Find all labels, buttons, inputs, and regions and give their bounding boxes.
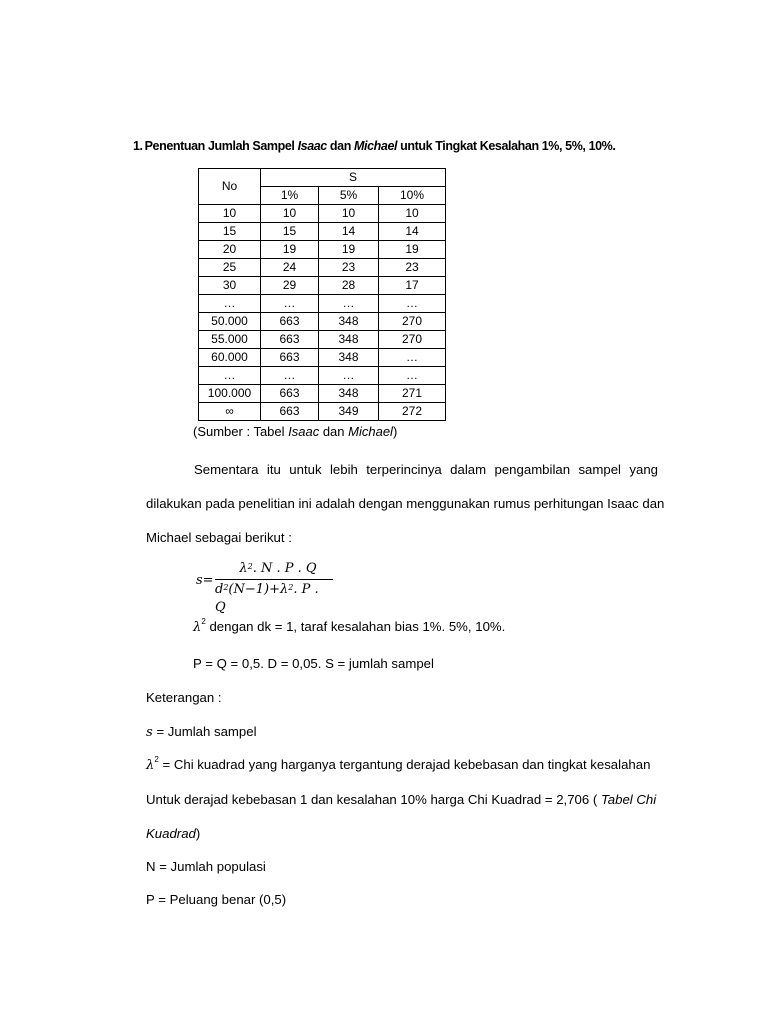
n-definition: N = Jumlah populasi xyxy=(146,859,266,874)
heading-text-b: dan xyxy=(326,139,355,153)
table-cell: 14 xyxy=(319,223,379,241)
subheader-1: 1% xyxy=(261,187,319,205)
paragraph-line-3: Michael sebagai berikut : xyxy=(146,530,292,545)
table-row xyxy=(199,403,446,421)
table-cell: 270 xyxy=(379,313,446,331)
lambda-line xyxy=(193,619,505,635)
table-cell: 663 xyxy=(261,385,319,403)
paragraph-line-2: dilakukan pada penelitian ini adalah dengan menggunakan rumus perhitungan Isaac dan xyxy=(146,496,665,511)
table-row xyxy=(199,349,446,367)
paragraph-line-1: Sementara itu untuk lebih terperincinya dalam pengambilan sampel yang xyxy=(194,462,658,477)
table-cell: 663 xyxy=(261,403,319,421)
derajad-line-1 xyxy=(146,792,656,807)
chi-symbol: λ xyxy=(146,758,155,773)
keterangan-label: Keterangan : xyxy=(146,690,222,705)
table-body xyxy=(199,205,446,421)
table-cell: … xyxy=(379,367,446,385)
table-cell: 24 xyxy=(261,259,319,277)
source-text-c: ) xyxy=(392,424,398,439)
table-cell: … xyxy=(199,367,261,385)
table-cell: … xyxy=(379,349,446,367)
s-definition xyxy=(146,724,257,740)
table-row xyxy=(199,331,446,349)
table-row xyxy=(199,205,446,223)
heading-isaac: Isaac xyxy=(297,139,327,153)
table-cell: 19 xyxy=(261,241,319,259)
source-text-b: dan xyxy=(319,424,349,439)
lambda-text: dengan dk = 1, taraf kesalahan bias 1%. 5%, 10%. xyxy=(205,619,506,634)
table-cell: 29 xyxy=(261,277,319,295)
subheader-5: 5% xyxy=(319,187,379,205)
heading-text-a: Penentuan Jumlah Sampel xyxy=(144,139,298,153)
chi-definition xyxy=(146,757,650,773)
table-cell: 10 xyxy=(319,205,379,223)
table-cell: 271 xyxy=(379,385,446,403)
table-cell: 28 xyxy=(319,277,379,295)
formula-numerator xyxy=(215,560,333,578)
formula-num-rest: . N . P . Q xyxy=(252,561,317,576)
table-cell: 50.000 xyxy=(199,313,261,331)
table-cell: 15 xyxy=(199,223,261,241)
heading-michael: Michael xyxy=(354,139,398,153)
table-cell: 14 xyxy=(379,223,446,241)
formula-den-exp-1: 2 xyxy=(223,583,229,592)
table-cell: 10 xyxy=(379,205,446,223)
table-cell: 60.000 xyxy=(199,349,261,367)
table-cell: … xyxy=(319,367,379,385)
formula-fraction xyxy=(215,560,333,615)
table-cell: … xyxy=(261,367,319,385)
table-cell: 23 xyxy=(379,259,446,277)
paragraph-intro xyxy=(146,461,658,479)
derajad-text: Untuk derajad kebebasan 1 dan kesalahan 10% harga Chi Kuadrad = 2,706 ( xyxy=(146,792,601,807)
table-cell: 348 xyxy=(319,385,379,403)
table-cell: 17 xyxy=(379,277,446,295)
formula-num-lambda: λ xyxy=(239,561,248,576)
heading-text-c: untuk Tingkat Kesalahan 1%, 5%, 10%. xyxy=(397,139,616,153)
table-cell: 270 xyxy=(379,331,446,349)
pq-line: P = Q = 0,5. D = 0,05. S = jumlah sampel xyxy=(193,656,434,671)
derajad-line-2 xyxy=(146,826,200,841)
table-cell: 19 xyxy=(319,241,379,259)
table-row xyxy=(199,313,446,331)
table-cell: 55.000 xyxy=(199,331,261,349)
p-definition: P = Peluang benar (0,5) xyxy=(146,892,287,907)
table-row xyxy=(199,367,446,385)
table-row xyxy=(199,385,446,403)
table-row xyxy=(199,259,446,277)
table-cell: 15 xyxy=(261,223,319,241)
header-s: S xyxy=(261,169,446,187)
source-isaac: Isaac xyxy=(288,424,320,439)
formula-denominator xyxy=(215,581,333,615)
table-cell: 100.000 xyxy=(199,385,261,403)
table-cell: 663 xyxy=(261,349,319,367)
lambda-symbol: λ xyxy=(193,620,202,635)
table-cell: … xyxy=(199,295,261,313)
formula-num-exp: 2 xyxy=(247,562,253,571)
derajad-end: ) xyxy=(195,826,201,841)
s-text: = Jumlah sampel xyxy=(152,724,257,739)
table-cell: 348 xyxy=(319,313,379,331)
formula-den-exp-2: 2 xyxy=(288,583,294,592)
table-cell: 272 xyxy=(379,403,446,421)
chi-text: = Chi kuadrad yang harganya tergantung derajad kebebasan dan tingkat kesalahan xyxy=(158,757,651,772)
s-symbol: s xyxy=(146,725,153,740)
table-cell: … xyxy=(261,295,319,313)
source-michael: Michael xyxy=(348,424,393,439)
header-no: No xyxy=(199,169,261,205)
table-cell: 23 xyxy=(319,259,379,277)
table-source xyxy=(193,424,397,439)
table-row xyxy=(199,241,446,259)
formula-den-end: . P . Q xyxy=(215,582,319,615)
table-cell: … xyxy=(379,295,446,313)
section-heading xyxy=(133,139,615,153)
heading-number: 1. xyxy=(133,139,143,153)
paragraph-line-2-wrap xyxy=(146,495,665,513)
table-cell: 20 xyxy=(199,241,261,259)
table-cell: 30 xyxy=(199,277,261,295)
table-cell: 10 xyxy=(261,205,319,223)
table-row xyxy=(199,277,446,295)
table-row xyxy=(199,223,446,241)
source-text-a: (Sumber : Tabel xyxy=(193,424,289,439)
table-cell: ∞ xyxy=(199,403,261,421)
sample-size-table xyxy=(198,168,446,421)
formula-lhs: s= xyxy=(196,573,214,588)
table-cell: 25 xyxy=(199,259,261,277)
table-cell: … xyxy=(319,295,379,313)
derajad-italic-2: Kuadrad xyxy=(146,826,196,841)
table-cell: 349 xyxy=(319,403,379,421)
table-cell: 663 xyxy=(261,331,319,349)
derajad-italic-1: Tabel Chi xyxy=(600,792,657,807)
lambda-exp: 2 xyxy=(201,617,206,626)
table-cell: 10 xyxy=(199,205,261,223)
table-row xyxy=(199,295,446,313)
table-cell: 348 xyxy=(319,331,379,349)
formula-den-mid: (N−1)+λ xyxy=(228,582,289,597)
table-cell: 663 xyxy=(261,313,319,331)
table-header-row xyxy=(199,169,446,187)
formula-den-d: d xyxy=(215,582,224,597)
subheader-10: 10% xyxy=(379,187,446,205)
table-cell: 348 xyxy=(319,349,379,367)
table-cell: 19 xyxy=(379,241,446,259)
chi-exp: 2 xyxy=(154,755,159,764)
formula-fraction-bar xyxy=(215,579,333,580)
